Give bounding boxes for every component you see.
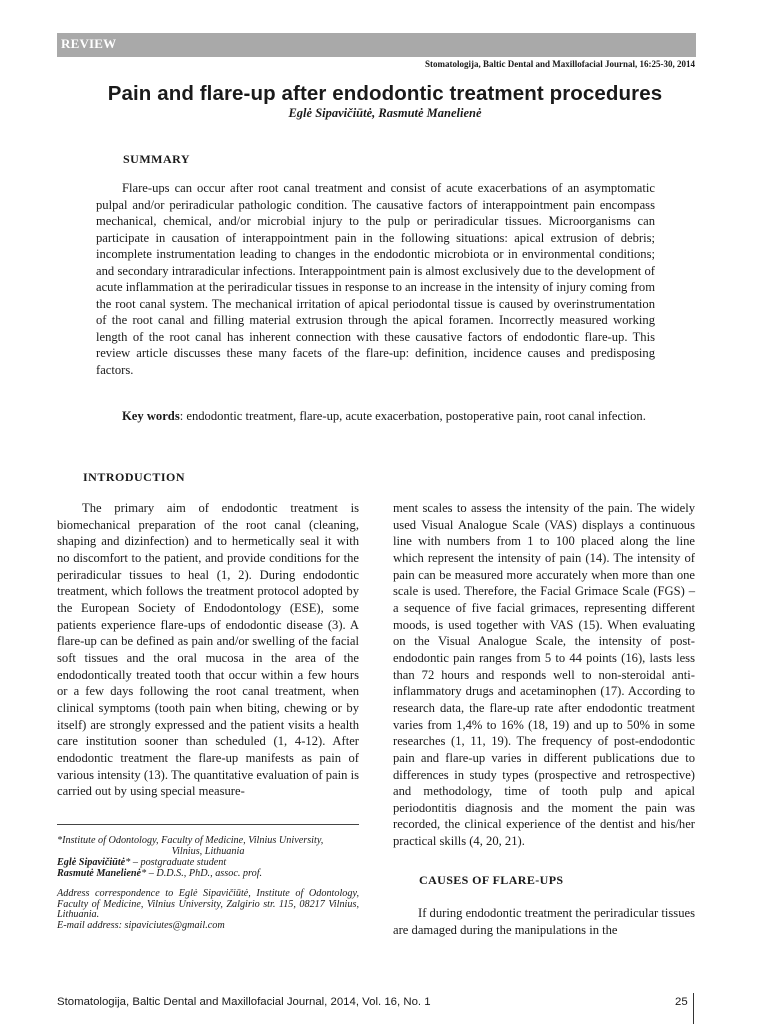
page-number: 25 — [675, 996, 688, 1008]
causes-text: If during endodontic treatment the periradicular tissues are damaged during the manipulations in the — [393, 906, 695, 937]
section-banner — [57, 33, 696, 57]
introduction-left-column: The primary aim of endodontic treatment is biomechanical preparation of the root canal (cleaning, shaping and dizinfection) and to hermetically seal it with no discomfort to the patient, and provide conditions for the periradicular tissues to heal (1, 2). During endodontic treatment, which follows the treatment protocol adopted by the European Society of Endodontology (ESE), some patients experience flare-ups of endodontic disease (3). A flare-up can be defined as pain and/or swelling of the facial soft tissues and the oral mucosa in the area of the endodontically treated tooth that occur within a few hours or a few days following the root canal treatment, when clinical symptoms (tooth pain when biting, chewing or by itself) are strongly expressed and the patient visits a health care institution sooner than scheduled (1, 4-12). After endodontic treatment the flare-up manifests as pain of various intensity (13). The quantitative evaluation of pain is carried out by using special measure- — [57, 501, 359, 799]
keywords — [96, 408, 655, 425]
keywords-label: Key words — [122, 409, 180, 423]
introduction-right-column: ment scales to assess the intensity of the pain. The widely used Visual Analogue Scale (VAS) displays a continuous line with numbers from 1 to 100 placed along the line which represent the intensity of pain (14). The intensity of pain can be measured more accurately when more than one scale is used. Therefore, the Facial Grimace Scale (FGS) – a sequence of five facial grimaces, representing different moods, is used together with VAS (15). When evaluating on the Visual Analogue Scale, the intensity of post-endodontic pain ranges from 5 to 44 points (16), lasts less than 72 hours and responds well to non-steroidal anti-inflammatory drugs and acetaminophen (17). According to research data, the flare-up rate after endodontic treatment varies from 1,4% to 16% (18, 19) and up to 50% in some researches (1, 11, 19). The frequency of post-endodontic pain and flare-up varies in different publications due to differences in study types (prospective and retrospective) and methodology, time of tooth pulp and apical periodontitis diagnosis and the moment the pain was recorded, the clinical experience of the dentist and his/her practical skills (4, 20, 21). — [393, 501, 695, 849]
affiliation-line-1: *Institute of Odontology, Faculty of Medicine, Vilnius University, — [57, 835, 324, 846]
author1-name: Eglė Sipavičiūtė — [57, 856, 126, 868]
correspondence-email: E-mail address: sipaviciutes@gmail.com — [57, 920, 225, 932]
causes-heading: CAUSES OF FLARE-UPS — [419, 873, 564, 887]
footnote-divider — [57, 824, 359, 825]
correspondence-address: Address correspondence to Eglė Sipavičiūtė, Institute of Odontology, Faculty of Medicine, Vilnius University, Zalgirio str. 115, 08217 Vilnius, Lithuania. — [57, 887, 359, 921]
author2-footnote — [57, 869, 359, 880]
page-number-rule — [693, 993, 694, 1024]
author1-role: * – postgraduate student — [125, 856, 227, 868]
author2-name: Rasmutė Manelienė — [57, 867, 142, 879]
footnotes — [57, 836, 359, 932]
affiliation-line-2: Vilnius, Lithuania — [171, 845, 245, 857]
summary-text: Flare-ups can occur after root canal treatment and consist of acute exacerbations of an asymptomatic pulpal and/or periradicular pathologic condition. The causative factors of interappointment pain encompass mechanical, chemical, and/or microbial injury to the pulp or periradicular tissues. Microorganisms can participate in causation of interappointment pain in the following situations: apical extrusion of debris; incomplete instrumentation leading to changes in the endodontic microbiota or in environmental conditions; and secondary intraradicular infections. Interappointment pain is almost exclusively due to the development of acute inflammation at the periradicular tissues in response to an increase in the intensity of injury coming from the root canal system. The mechanical irritation of apical periodontal tissue is caused by overinstrumentation of the root canal and filling material extrusion through the apical foramen. Incorrectly measured working length of the root canal has inherent connection with these causative factors of endodontic flare-up. This review article discusses these many facets of the flare-up: definition, incidence causes and predisposing factors. — [96, 181, 655, 378]
article-title: Pain and flare-up after endodontic treatment procedures — [107, 82, 663, 105]
introduction-heading: INTRODUCTION — [83, 470, 186, 484]
summary-heading: SUMMARY — [123, 152, 191, 166]
keywords-text: : endodontic treatment, flare-up, acute exacerbation, postoperative pain, root canal infection. — [179, 409, 646, 423]
author2-role: * – D.D.S., PhD., assoc. prof. — [141, 867, 263, 879]
journal-reference: Stomatologija, Baltic Dental and Maxillofacial Journal, 16:25-30, 2014 — [425, 59, 695, 69]
article-authors: Eglė Sipavičiūtė, Rasmutė Manelienė — [288, 106, 482, 120]
footer-journal-line: Stomatologija, Baltic Dental and Maxillofacial Journal, 2014, Vol. 16, No. 1 — [57, 996, 431, 1008]
section-label: REVIEW — [61, 36, 117, 51]
